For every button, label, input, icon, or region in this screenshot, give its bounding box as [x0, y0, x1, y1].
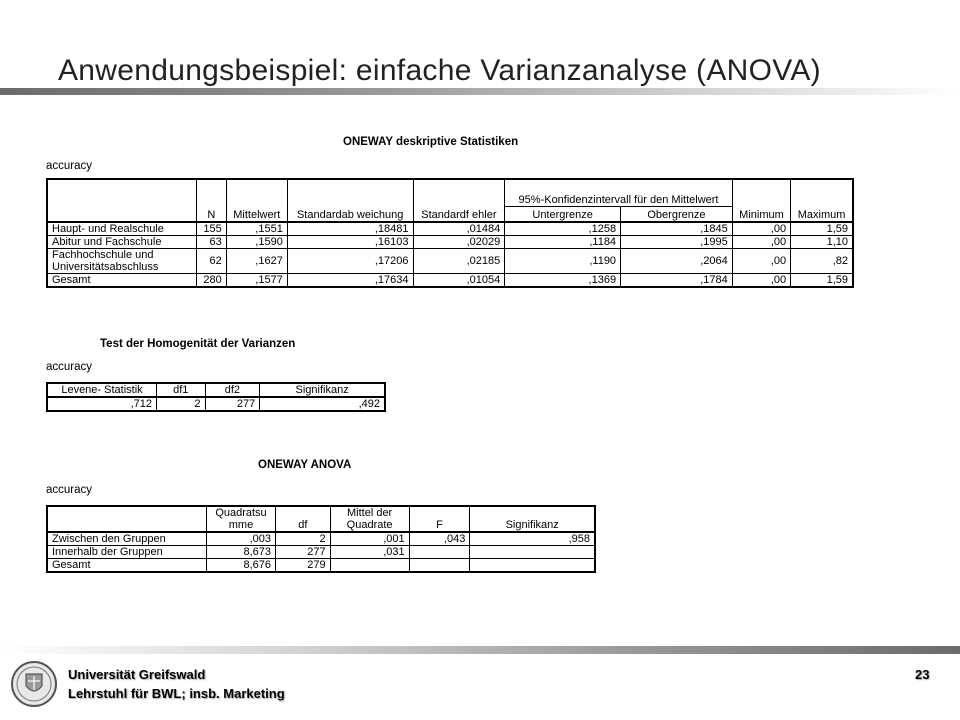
cell-ss: 8,673 — [207, 546, 276, 559]
header-ci: 95%-Konfidenzintervall für den Mittelwert — [505, 179, 733, 207]
homogeneity-caption: Test der Homogenität der Varianzen — [100, 338, 296, 350]
table-row — [47, 532, 595, 546]
cell-sig: ,492 — [260, 397, 385, 411]
cell-n: 62 — [197, 249, 227, 274]
descriptives-caption: ONEWAY deskriptive Statistiken — [343, 136, 519, 148]
cell-sig — [470, 559, 595, 573]
cell-sd: ,17634 — [287, 274, 413, 288]
header-lower: Untergrenze — [505, 207, 621, 223]
cell-se: ,02029 — [413, 236, 505, 249]
header-mean: Mittelwert — [226, 179, 287, 222]
table-row — [47, 274, 853, 288]
cell-n: 155 — [197, 222, 227, 236]
anova-variable: accuracy — [46, 484, 93, 496]
header-min: Minimum — [732, 179, 790, 222]
header-f: F — [409, 506, 470, 532]
slide-title: Anwendungsbeispiel: einfache Varianzanalyse (ANOVA) — [58, 54, 821, 87]
cell-ss: ,003 — [207, 532, 276, 546]
anova-table — [46, 505, 596, 573]
corner-cell — [47, 506, 207, 532]
cell-mean: ,1627 — [226, 249, 287, 274]
row-label: Abitur und Fachschule — [47, 236, 197, 249]
cell-upper: ,1995 — [621, 236, 733, 249]
table-row — [47, 236, 853, 249]
title-divider — [0, 88, 960, 95]
header-levene: Levene- Statistik — [47, 383, 157, 397]
cell-se: ,02185 — [413, 249, 505, 274]
cell-sig — [470, 546, 595, 559]
row-label: Haupt- und Realschule — [47, 222, 197, 236]
cell-df: 277 — [276, 546, 331, 559]
homogeneity-table — [46, 382, 386, 412]
header-ss: Quadratsu mme — [207, 506, 276, 532]
cell-levene: ,712 — [47, 397, 157, 411]
row-label: Innerhalb der Gruppen — [47, 546, 207, 559]
header-sig: Signifikanz — [470, 506, 595, 532]
table-row — [47, 249, 853, 274]
cell-df2: 277 — [205, 397, 260, 411]
header-sd: Standardab weichung — [287, 179, 413, 222]
cell-n: 280 — [197, 274, 227, 288]
cell-df1: 2 — [157, 397, 206, 411]
descriptives-table — [46, 178, 854, 288]
cell-mean: ,1590 — [226, 236, 287, 249]
cell-ms — [330, 559, 409, 573]
table-row — [47, 546, 595, 559]
cell-upper: ,1784 — [621, 274, 733, 288]
header-se: Standardf ehler — [413, 179, 505, 222]
cell-min: ,00 — [732, 236, 790, 249]
cell-lower: ,1369 — [505, 274, 621, 288]
cell-sd: ,18481 — [287, 222, 413, 236]
cell-max: 1,59 — [791, 274, 853, 288]
header-df: df — [276, 506, 331, 532]
cell-f — [409, 546, 470, 559]
university-seal-icon — [10, 660, 58, 708]
cell-ss: 8,676 — [207, 559, 276, 573]
homogeneity-variable: accuracy — [46, 361, 93, 373]
cell-lower: ,1190 — [505, 249, 621, 274]
cell-max: ,82 — [791, 249, 853, 274]
cell-se: ,01484 — [413, 222, 505, 236]
cell-f — [409, 559, 470, 573]
header-sig: Signifikanz — [260, 383, 385, 397]
cell-mean: ,1577 — [226, 274, 287, 288]
cell-f: ,043 — [409, 532, 470, 546]
anova-caption: ONEWAY ANOVA — [258, 459, 352, 471]
table-row — [47, 397, 385, 411]
page-number: 23 — [915, 667, 930, 682]
row-label: Gesamt — [47, 559, 207, 573]
cell-sd: ,17206 — [287, 249, 413, 274]
header-ms: Mittel der Quadrate — [330, 506, 409, 532]
cell-lower: ,1184 — [505, 236, 621, 249]
cell-ms: ,031 — [330, 546, 409, 559]
table-row — [47, 559, 595, 573]
footer-chair: Lehrstuhl für BWL; insb. Marketing — [68, 686, 285, 701]
header-upper: Obergrenze — [621, 207, 733, 223]
header-df1: df1 — [157, 383, 206, 397]
descriptives-variable: accuracy — [46, 160, 93, 172]
cell-max: 1,59 — [791, 222, 853, 236]
cell-lower: ,1258 — [505, 222, 621, 236]
header-n: N — [197, 179, 227, 222]
cell-min: ,00 — [732, 222, 790, 236]
row-label: Zwischen den Gruppen — [47, 532, 207, 546]
cell-upper: ,1845 — [621, 222, 733, 236]
cell-min: ,00 — [732, 274, 790, 288]
row-label: Gesamt — [47, 274, 197, 288]
cell-n: 63 — [197, 236, 227, 249]
row-label: Fachhochschule und Universitätsabschluss — [47, 249, 197, 274]
cell-se: ,01054 — [413, 274, 505, 288]
table-row — [47, 222, 853, 236]
footer-university: Universität Greifswald — [68, 667, 206, 682]
cell-max: 1,10 — [791, 236, 853, 249]
header-df2: df2 — [205, 383, 260, 397]
corner-cell — [47, 179, 197, 222]
cell-df: 279 — [276, 559, 331, 573]
cell-mean: ,1551 — [226, 222, 287, 236]
cell-upper: ,2064 — [621, 249, 733, 274]
header-max: Maximum — [791, 179, 853, 222]
footer-divider — [0, 646, 960, 654]
cell-ms: ,001 — [330, 532, 409, 546]
cell-min: ,00 — [732, 249, 790, 274]
cell-df: 2 — [276, 532, 331, 546]
cell-sig: ,958 — [470, 532, 595, 546]
cell-sd: ,16103 — [287, 236, 413, 249]
